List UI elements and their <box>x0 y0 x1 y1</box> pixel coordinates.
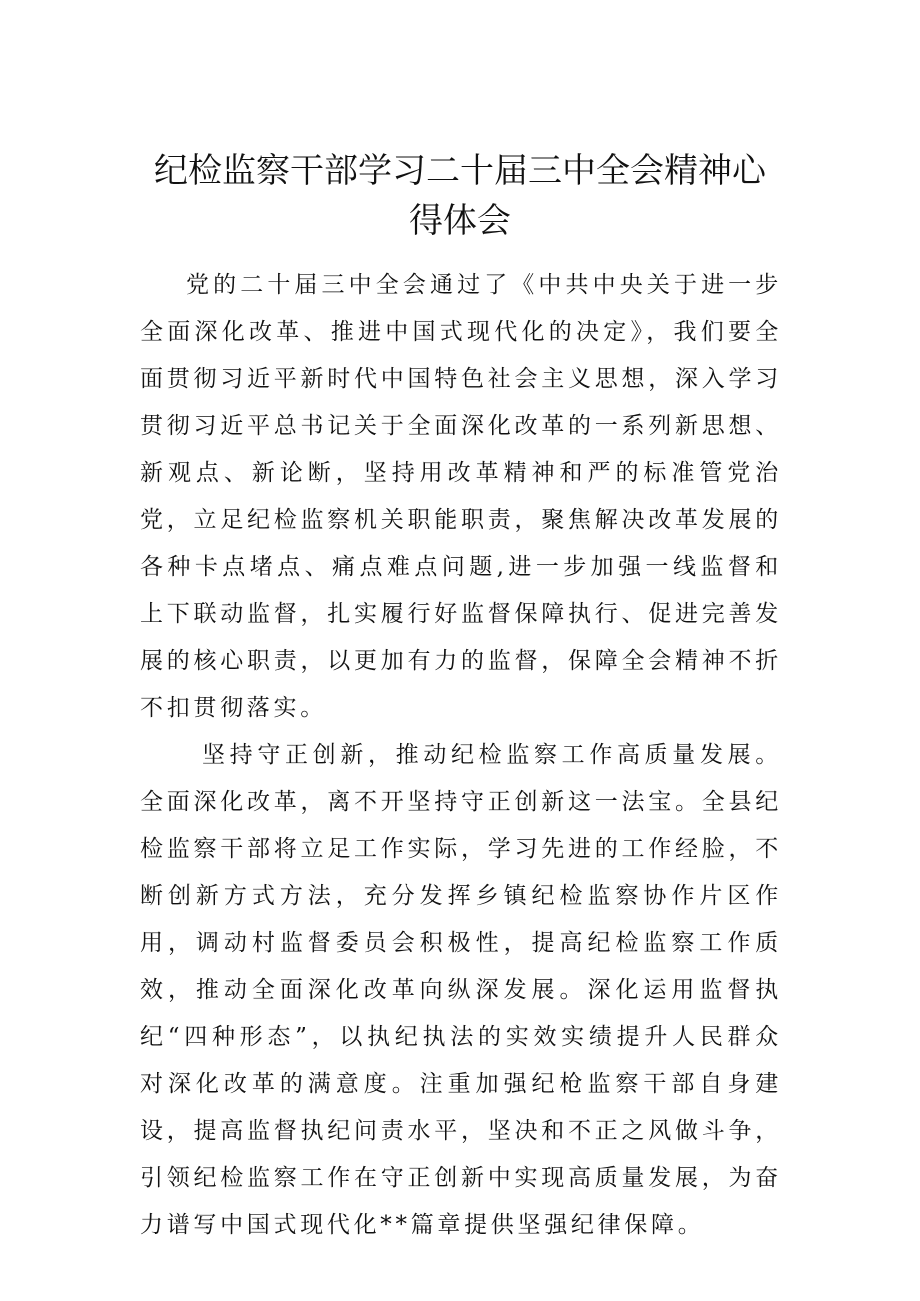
document-body <box>140 262 782 1249</box>
paragraph-intro: 党的二十届三中全会通过了《中共中央关于进一步全面深化改革、推进中国式现代化的决定》，我们要全面贯彻习近平新时代中国特色社会主义思想，深入学习贯彻习近平总书记关于全面深化改革的一系列新思想、新观点、新论断，坚持用改革精神和严的标准管党治党，立足纪检监察机关职能职责，聚焦解决改革发展的各种卡点堵点、痛点难点问题,进一步加强一线监督和上下联动监督，扎实履行好监督保障执行、促进完善发展的核心职责，以更加有力的监督，保障全会精神不折不扣贯彻落实。 <box>140 272 782 721</box>
paragraph-innovation: 坚持守正创新，推动纪检监察工作高质量发展。全面深化改革，离不开坚持守正创新这一法宝。全县纪检监察干部将立足工作实际，学习先进的工作经脸，不断创新方式方法，充分发挥乡镇纪检监察协作片区作用，调动村监督委员会积极性，提高纪检监察工作质效，推动全面深化改革向纵深发展。深化运用监督执纪“四种形态”，以执纪执法的实效实绩提升人民群众对深化改革的满意度。注重加强纪枪监察干部自身建设，提高监督执纪问责水平，坚决和不正之风做斗争，引领纪检监察工作在守正创新中实现高质量发展，为奋力谱写中国式现代化**篇章提供坚强纪律保障。 <box>140 742 782 1238</box>
document-title: 纪检监察干部学习二十届三中全会精神心得体会 <box>154 151 766 241</box>
